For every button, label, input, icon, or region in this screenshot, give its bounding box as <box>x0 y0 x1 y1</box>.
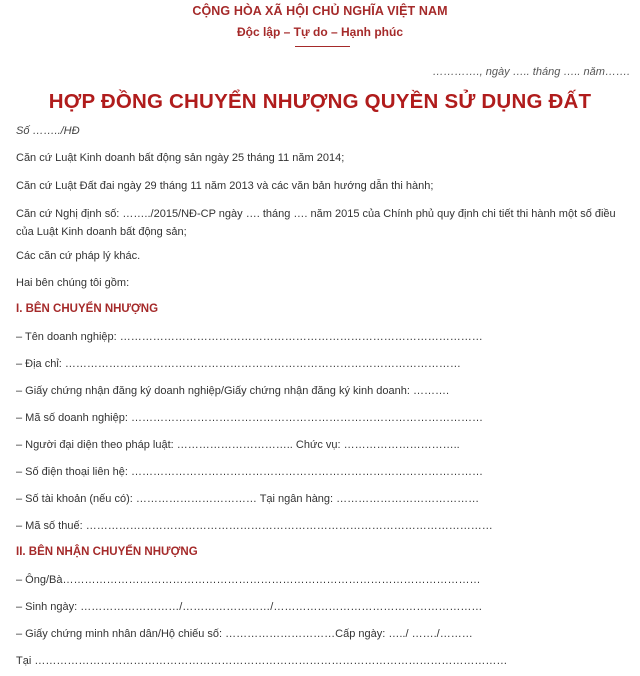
section-heading-transferor: I. BÊN CHUYỂN NHƯỢNG <box>16 303 159 315</box>
parties-intro: Hai bên chúng tôi gồm: <box>16 277 130 289</box>
field-birth-date: – Sinh ngày: ………………………/……………………/………………………………………………… <box>16 601 483 613</box>
legal-basis-1: Căn cứ Luật Kinh doanh bất động sản ngày 25 tháng 11 năm 2014; <box>16 152 345 164</box>
date-line: …………., ngày ….. tháng ….. năm……. <box>432 66 630 78</box>
field-company-name: – Tên doanh nghiệp: ……………………………………………………………………………………… <box>16 331 483 343</box>
field-bank-account: – Số tài khoản (nếu có): …………………………… Tại ngân hàng: ………………………………… <box>16 493 480 505</box>
field-issued-at: Tại ………………………………………………………………………………………………………………… <box>16 655 508 667</box>
field-tax-code: – Mã số thuế: ………………………………………………………………………………………………… <box>16 520 493 532</box>
header-divider <box>295 46 350 47</box>
field-id-card: – Giấy chứng minh nhân dân/Hộ chiếu số: …………………………Cấp ngày: …../ ……./……… <box>16 628 473 640</box>
national-title: CỘNG HÒA XÃ HỘI CHỦ NGHĨA VIỆT NAM <box>192 4 448 18</box>
legal-basis-2: Căn cứ Luật Đất đai ngày 29 tháng 11 năm 2013 và các văn bản hướng dẫn thi hành; <box>16 180 434 192</box>
field-phone: – Số điện thoại liên hệ: …………………………………………………………………………………… <box>16 466 483 478</box>
field-company-code: – Mã số doanh nghiệp: …………………………………………………………………………………… <box>16 412 483 424</box>
document-title: HỢP ĐỒNG CHUYỂN NHƯỢNG QUYỀN SỬ DỤNG ĐẤT <box>48 90 592 113</box>
contract-number: Số ……../HĐ <box>16 125 80 137</box>
field-address: – Địa chỉ: ……………………………………………………………………………………………… <box>16 358 461 370</box>
field-business-registration: – Giấy chứng nhận đăng ký doanh nghiệp/Giấy chứng nhận đăng ký kinh doanh: ………. <box>16 385 450 397</box>
national-motto: Độc lập – Tự do – Hạnh phúc <box>236 25 404 39</box>
legal-basis-4: Các căn cứ pháp lý khác. <box>16 250 141 262</box>
legal-basis-3: Căn cứ Nghị định số: ……../2015/NĐ-CP ngày …. tháng …. năm 2015 của Chính phủ quy định chi tiết thi hành một số điều của Luật Kinh doanh bất động sản; <box>16 208 616 238</box>
field-name: – Ông/Bà…………………………………………………………………………………………………… <box>16 574 481 586</box>
section-heading-transferee: II. BÊN NHẬN CHUYỂN NHƯỢNG <box>16 546 198 558</box>
field-legal-representative: – Người đại diện theo pháp luật: ………………………….. Chức vụ: ………………………….. <box>16 439 460 451</box>
